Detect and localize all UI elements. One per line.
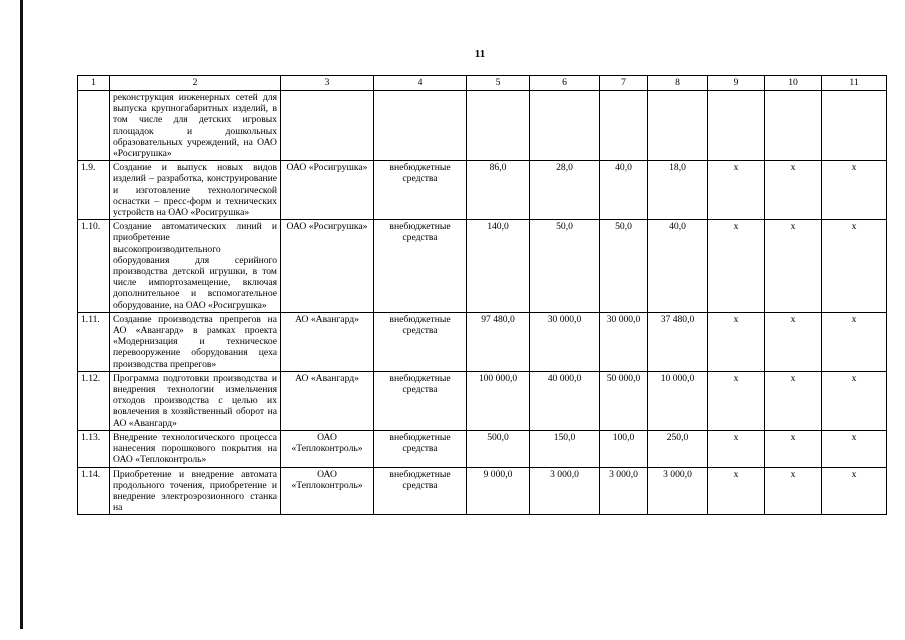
cell-mark: х [765,312,822,371]
year-amount [600,91,648,161]
year-amount: 50,0 [530,220,600,313]
executor: АО «Авангард» [281,312,374,371]
year-amount: 40,0 [600,161,648,220]
column-header: 7 [600,76,648,91]
executor: ОАО «Росигрушка» [281,161,374,220]
executor: ОАО «Теплоконтроль» [281,430,374,467]
cell-mark: х [822,430,887,467]
year-amount: 50,0 [600,220,648,313]
year-amount [530,91,600,161]
measure-description: реконструкция инженерных сетей для выпуска крупногабаритных изделий, в том числе для детских игровых площадок и дошкольных образовательных учреждений, на ОАО «Росигрушка» [110,91,281,161]
table-row [78,312,887,371]
year-amount: 40 000,0 [530,371,600,430]
cell-mark: х [822,467,887,515]
row-number: 1.11. [78,312,110,371]
table-row [78,161,887,220]
year-amount: 100,0 [600,430,648,467]
cell-mark [765,91,822,161]
column-header: 3 [281,76,374,91]
measure-description: Создание и выпуск новых видов изделий – разработка, конструирование и изготовление технологической оснастки – пресс-форм и технических устройств на ОАО «Росигрушка» [110,161,281,220]
table-row [78,220,887,313]
cell-mark: х [822,161,887,220]
column-header: 11 [822,76,887,91]
total-amount: 140,0 [467,220,530,313]
year-amount: 3 000,0 [600,467,648,515]
year-amount: 37 480,0 [648,312,708,371]
total-amount [467,91,530,161]
column-header: 4 [374,76,467,91]
year-amount: 3 000,0 [648,467,708,515]
funding-source: внебюджетные средства [374,312,467,371]
measure-description: Внедрение технологического процесса нанесения порошкового покрытия на ОАО «Теплоконтроль» [110,430,281,467]
measure-description: Программа подготовки производства и внедрения технологии измельчения отходов производства с целью их вовлечения в хозяйственный оборот на АО «Авангард» [110,371,281,430]
table-row [78,91,887,161]
column-header: 5 [467,76,530,91]
total-amount: 500,0 [467,430,530,467]
measure-description: Приобретение и внедрение автомата продольного точения, приобретение и внедрение электроэрозионного станка на [110,467,281,515]
year-amount: 50 000,0 [600,371,648,430]
cell-mark: х [822,312,887,371]
row-number: 1.13. [78,430,110,467]
funding-source [374,91,467,161]
total-amount: 100 000,0 [467,371,530,430]
row-number: 1.12. [78,371,110,430]
cell-mark [708,91,765,161]
cell-mark: х [765,371,822,430]
cell-mark: х [765,161,822,220]
cell-mark: х [765,220,822,313]
funding-source: внебюджетные средства [374,161,467,220]
column-header: 1 [78,76,110,91]
row-number: 1.14. [78,467,110,515]
total-amount: 86,0 [467,161,530,220]
cell-mark: х [765,430,822,467]
program-measures-table [77,75,887,515]
year-amount: 10 000,0 [648,371,708,430]
measure-description: Создание автоматических линий и приобретение высокопроизводительного оборудования для серийного производства детской игрушки, в том числе импортозамещение, включая дополнительное и вспомогательное оборудование, на ОАО «Росигрушка» [110,220,281,313]
measure-description: Создание производства препрегов на АО «Авангард» в рамках проекта «Модернизация и техническое перевооружение оборудования цеха производства препрегов» [110,312,281,371]
executor: ОАО «Росигрушка» [281,220,374,313]
row-number [78,91,110,161]
cell-mark: х [708,220,765,313]
page-number: 11 [474,48,486,60]
funding-source: внебюджетные средства [374,220,467,313]
row-number: 1.10. [78,220,110,313]
cell-mark: х [708,312,765,371]
column-header: 8 [648,76,708,91]
year-amount [648,91,708,161]
table-header-row [78,76,887,91]
executor [281,91,374,161]
column-header: 2 [110,76,281,91]
year-amount: 3 000,0 [530,467,600,515]
column-header: 6 [530,76,600,91]
table-row [78,430,887,467]
cell-mark: х [708,161,765,220]
year-amount: 250,0 [648,430,708,467]
cell-mark [822,91,887,161]
page-edge-bar [20,0,23,629]
executor: АО «Авангард» [281,371,374,430]
cell-mark: х [822,220,887,313]
year-amount: 28,0 [530,161,600,220]
table-row [78,467,887,515]
year-amount: 40,0 [648,220,708,313]
cell-mark: х [708,371,765,430]
cell-mark: х [822,371,887,430]
cell-mark: х [765,467,822,515]
funding-source: внебюджетные средства [374,430,467,467]
total-amount: 97 480,0 [467,312,530,371]
executor: ОАО «Теплоконтроль» [281,467,374,515]
year-amount: 30 000,0 [600,312,648,371]
row-number: 1.9. [78,161,110,220]
funding-source: внебюджетные средства [374,467,467,515]
column-header: 9 [708,76,765,91]
table-row [78,371,887,430]
cell-mark: х [708,467,765,515]
total-amount: 9 000,0 [467,467,530,515]
column-header: 10 [765,76,822,91]
year-amount: 30 000,0 [530,312,600,371]
year-amount: 18,0 [648,161,708,220]
cell-mark: х [708,430,765,467]
year-amount: 150,0 [530,430,600,467]
funding-source: внебюджетные средства [374,371,467,430]
